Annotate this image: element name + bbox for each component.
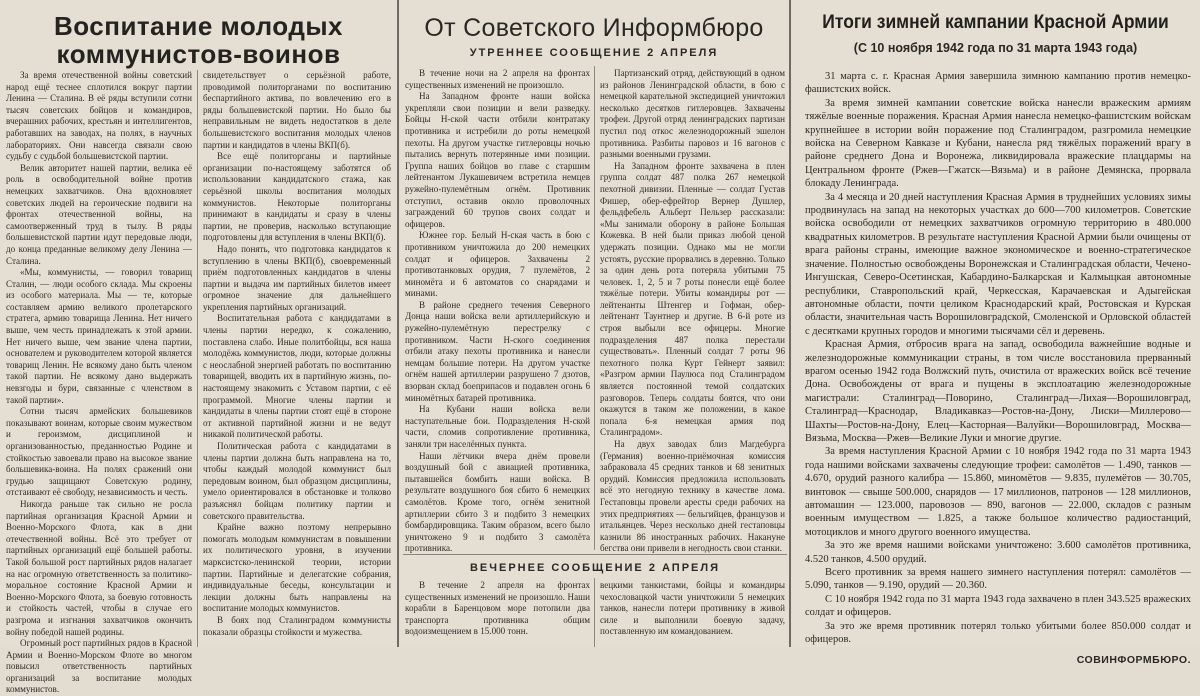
- report-paragraph: На двух заводах близ Магдебурга (Германия) военно-приёмочная комиссия забраковала 45 средних танков и 68 зенитных орудий. Комиссия предложила использовать всё это негодную технику в качестве лома. Гестаповцы провели аресты среди рабочих на этих предприятиях — бельгийцев, французов и итальянцев. Через несколько дней гестаповцы казнили 86 иностранных рабочих. Накануне бегства они привели в негодность свои станки.: [600, 439, 785, 554]
- report-paragraph: На Западном фронте захвачена в плен группа солдат 487 полка 267 немецкой пехотной дивизии. Пленные — солдат Густав Фишер, обер-ефрейтор Вернер Душлер, фельдфебель Альберт Пельзер рассказали: «Мы занимали оборону в районе Большая Кожевка. В ней были приказ любой ценой удержать позиции. Однако мы не могли устоять, русские прорвались в деревню. Только за один день рота потеряла убитыми 75 человек. 1, 2, 5 и 7 роты понесли ещё более тяжёлые потери. Убиты командиры рот — лейтенанты Штенгер и Гофман, обер-лейтенант Таунтнер и другие. В 6-й роте из строя выбыли все офицеры. Многие подразделения 487 полка перестали существовать». Пленный солдат 7 роты 96 пехотного полка Курт Гейнерт заявил: «Разгром армии Паулюса под Сталинградом является постоянной темой солдатских разговоров. Теперь солдаты боятся, что они окажутся в таком же положении, в какое попала 6-я немецкая армия под Сталинградом».: [600, 160, 785, 438]
- editorial-paragraph: Велик авторитет нашей партии, велика её роль в освободительной войне против немецких захватчиков. Она вдохновляет советских людей на героические подвиги на фронтах отечественной войны, на самоотверженный труд в тылу. В ряды большевистской партии идут передовые люди, до конца преданные великому делу Ленина — Сталина.: [6, 162, 192, 266]
- report-paragraph: Южнее гор. Белый Н-ская часть в бою с противником уничтожила до 200 немецких солдат и офицеров. Захвачены 2 противотанковых орудия, 7 пулемётов, 2 миномёта и 6 автоматов со снарядами и минами.: [405, 230, 590, 299]
- section-divider: [403, 554, 787, 555]
- report-paragraph: Партизанский отряд, действующий в одном из районов Ленинградской области, в бою с немецкой карательной экспедицией уничтожил несколько десятков гитлеровцев. Захвачены трофеи. Другой отряд ленинградских партизан пустил под откос железнодорожный эшелон противника. Разбиты паровоз и 16 вагонов с разными военными грузами.: [600, 68, 785, 160]
- column-divider: [594, 66, 595, 550]
- editorial-title-line1: Воспитание молодых: [53, 11, 344, 41]
- campaign-paragraph: За 4 месяца и 20 дней наступления Красная Армия в труднейших условиях зимы продвинулась на запад на некоторых участках до 600—700 километров. Советские войска освободили от немецких захватчиков огромную территорию в 480.000 квадратных километров. В результате наступления Красной Армии были очищены от врага районы страны, имеющие важное экономическое и военно-стратегическое значение. Полностью освобождены Воронежская и Сталинградская области, Чечено-Ингушская, Северо-Осетинская, Кабардино-Балкарская и Калмыцкая автономные республики, Ставропольский край, Черкесская, Карачаевская и Адыгейская автономные области, почти целиком Краснодарский край, Ростовская и Курская области, значительная часть Ворошиловградской, Смоленской и Орловской областей с десятками крупных городов и многими тысячами сёл и деревень.: [805, 191, 1191, 337]
- editorial-paragraph: Огромный рост партийных рядов в Красной Армии и Военно-Морском Флоте во многом повысил ответственность партийных организаций за воспитание молодых коммунистов.: [6, 638, 192, 695]
- campaign-paragraph: Всего противник за время нашего зимнего наступления потерял: самолётов — 5.090, танков — 9.190, орудий — 20.360.: [805, 567, 1191, 592]
- winter-campaign-title: Итоги зимней кампании Красной Армии: [822, 12, 1169, 33]
- column-divider: [197, 70, 198, 647]
- winter-campaign-section: [789, 0, 1200, 667]
- editorial-paragraph: Надо понять, что подготовка кандидатов к вступлению в члены ВКП(б), своевременный приём подготовленных кандидатов в члены партии и выдача им партийных билетов имеет огромное значение для дальнейшего укрепления партийных организаций.: [203, 243, 391, 312]
- campaign-paragraph: За это же время нашими войсками уничтожено: 3.600 самолётов противника, 4.520 танков, 4.500 орудий.: [805, 540, 1191, 565]
- morning-column-b: [600, 68, 785, 554]
- editorial-paragraph: Политическая работа с кандидатами в члены партии должна быть направлена на то, чтобы каждый молодой коммунист был передовым воином, был образцом дисциплины, умело ориентировался в обстановке и толково разъяснял бойцам политику партии и советского правительства.: [203, 441, 391, 521]
- editorial-paragraph: За время отечественной войны советский народ ещё теснее сплотился вокруг партии Ленина — Сталина. В её ряды вступили сотни тысяч советских бойцов и командиров, вчерашних рабочих, крестьян и интеллигентов, работавших на заводах, на полях, в научных лабораториях. Они навсегда связали свою судьбу с судьбой большевистской партии.: [6, 70, 192, 162]
- editorial-paragraph: Никогда раньше так сильно не росла партийная организация Красной Армии и Военно-Морского Флота, как в дни отечественной войны. Всё это требует от партийных организаций ещё большей работы. Такой большой рост партийных рядов налагает на нас огромную ответственность за политико-моральное состояние Красной Армии и Военно-Морского Флота, за боевую готовность и стойкость частей, чтобы в случае его разгрома и изгнания захватчиков окончить войну победой нашей родины.: [6, 498, 192, 637]
- evening-column-a: [405, 580, 590, 647]
- campaign-paragraph: За время наступления Красной Армии с 10 ноября 1942 года по 31 марта 1943 года нашими войсками захвачены следующие трофеи: самолётов — 1.490, танков — 4.670, орудий разного калибра — 15.860, миномётов — 9.835, пулемётов — 30.705, винтовок — свыше 500.000, снарядов — 17 миллионов, патронов — 128 миллионов, автомашин — 123.000, паровозов — 890, вагонов — 22.000, складов с разным военным имуществом — 1.825, а также большое количество радиостанций, мотоциклов и много другого военного имущества.: [805, 446, 1191, 538]
- morning-column-a: [405, 68, 590, 554]
- signature: СОВИНФОРМБЮРО.: [1076, 654, 1191, 667]
- editorial-paragraph: Крайне важно поэтому непрерывно помогать молодым коммунистам в повышении их политического уровня, в изучении марксистско-ленинской теории, истории партии. Партийные и делегатские собрания, индивидуальные беседы, консультации и лекции должны быть направлены на воспитание молодых коммунистов.: [203, 522, 391, 614]
- campaign-paragraph: За это же время противник потерял только убитыми более 850.000 солдат и офицеров.: [805, 620, 1191, 646]
- editorial-paragraph: Все ещё политорганы и партийные организации по-настоящему заботятся об использовании кандидатского стажа, как серьёзной школы воспитания молодых коммунистов. Некоторые политорганы принимают в кандидаты и сразу в члены партии, не проверив, насколько вступающие подготовлены для вступления в члены ВКП(б).: [203, 151, 391, 243]
- report-paragraph: вецкими танкистами, бойцы и командиры чехословацкой части уничтожили 5 немецких танков, нанесли потери противнику в живой силе и выполнили боевую задачу, поставленную им командованием.: [600, 580, 785, 637]
- editorial-section: [0, 0, 397, 695]
- report-paragraph: На Кубани наши войска вели наступательные бои. Подразделения Н-ской части, сломив сопротивление противника, заняли три населённых пункта.: [405, 404, 590, 449]
- editorial-paragraph: Воспитательная работа с кандидатами в члены партии нередко, к сожалению, поставлена слабо. Иные политбойцы, вся наша молодёжь коммунистов, люди, которые должны с неослабной энергией работать по воспитанию товарищей, вводить их в партийную жизнь, по-настоящему знакомить с Уставом партии, с её программой. Многие члены партии и кандидаты в члены партии стоят ещё в стороне от активной партийной жизни и не ведут никакой политической работы.: [203, 313, 391, 440]
- campaign-paragraph: С 10 ноября 1942 года по 31 марта 1943 года захвачено в плен 343.525 вражеских солдат и офицеров.: [805, 593, 1191, 619]
- editorial-column-a: [6, 70, 192, 695]
- editorial-paragraph: «Мы, коммунисты, — говорил товарищ Сталин, — люди особого склада. Мы скроены из особого материала. Мы — те, которые составляем армию великого пролетарского стратега, армию товарища Ленина. Нет ничего выше, чем честь принадлежать к этой армии. Нет ничего выше, чем звание члена партии, основателем и руководителем которой является товарищ Ленин. Не всякому дано быть членом такой партии. Не всякому дано выдержать невзгоды и бури, связанные с членством в такой партии».: [6, 267, 192, 405]
- campaign-paragraph: Красная Армия, отбросив врага на запад, освободила важнейшие водные и железнодорожные коммуникации страны, в том числе восстановила прерванный врагом осенью 1942 года Волжский путь, очистила от вражеских войск всё течение Дона. Освобождены от врага и пущены в эксплоатацию железнодорожные магистрали: Сталинград—Поворино, Сталинград—Лихая—Ворошиловград, Сталинград—Краснодар, Владикавказ—Ростов-на-Дону, Лиски—Миллерово—Шахты—Ростов-на-Дону, Елец—Касторная—Валуйки—Ворошиловград, Москва—Вязьма, Москва—Ржев—Великие Луки и многие другие.: [805, 339, 1191, 444]
- editorial-paragraph: В боях под Сталинградом коммунисты показали образцы стойкости и мужества.: [203, 614, 391, 637]
- informburo-section: [397, 0, 789, 647]
- editorial-column-b: [203, 70, 391, 647]
- report-paragraph: На Западном фронте наши войска укрепляли свои позиции и вели разведку. Бойцы Н-ской части отбили контратаку противника и истребили до роты немецкой пехоты. На другом участке гитлеровцы ночью пытались вернуть потерянные ими позиции. Группа наших бойцов во главе с старшим лейтенантом Лукашевичем встретила немцев ружейно-пулемётным огнём. Противник отступил, оставив около проволочных заграждений 60 трупов своих солдат и офицеров.: [405, 91, 590, 229]
- morning-report-title: УТРЕННЕЕ СООБЩЕНИЕ 2 АПРЕЛЯ: [469, 47, 719, 59]
- report-paragraph: Наши лётчики вчера днём провели воздушный бой с авиацией противника, пытавшейся бомбить наши войска. В результате воздушного боя сбито 6 немецких самолётов. Кроме того, огнём зенитной артиллерии сбито 3 и подбито 3 немецких бомбардировщика. Таким образом, всего было уничтожено 9 и подбито 3 самолёта противника.: [405, 450, 590, 554]
- evening-report-title: ВЕЧЕРНЕЕ СООБЩЕНИЕ 2 АПРЕЛЯ: [469, 562, 720, 574]
- winter-campaign-subtitle: (С 10 ноября 1942 года по 31 марта 1943 года): [853, 41, 1138, 55]
- editorial-paragraph: свидетельствует о серьёзной работе, проводимой политорганами по воспитанию беспартийного актива, по вовлечению его в ряды большевистской партии. Но было бы неправильным не видеть недостатков в деле большевистского воспитания молодых членов партии и кандидатов в члены ВКП(б).: [203, 70, 391, 150]
- campaign-paragraph: За время зимней кампании советские войска нанесли вражеским армиям тяжёлые военные поражения. Красная Армия нанесла немецко-фашистским войскам крупнейшее в истории войн поражение под Сталинградом, разгромила немецкие войска на Северном Кавказе и Кубани, нанесла ряд тяжёлых поражений врагу в районе среднего Дона и Воронежа, ликвидировала вражеские плацдармы на Центральном фронте (Ржев—Гжатск—Вязьма) и в районе Демянска, прорвала блокаду Ленинграда.: [805, 97, 1191, 190]
- evening-column-b: [600, 580, 785, 647]
- editorial-paragraph: Сотни тысяч армейских большевиков показывают воинам, которые своим мужеством и героизмом, дисциплиной и организованностью, преданностью Родине и стойкостью завоевали право на высокое звание большевика-воина. На полях сражений они грудью защищают Советскую родину, отстаивают её свободу, независимость и честь.: [6, 406, 192, 498]
- winter-campaign-body: [805, 70, 1191, 667]
- report-paragraph: В течение ночи на 2 апреля на фронтах существенных изменений не произошло.: [405, 68, 590, 90]
- campaign-paragraph: 31 марта с. г. Красная Армия завершила зимнюю кампанию против немецко-фашистских войск.: [805, 71, 1191, 96]
- editorial-title-line2: коммунистов-воинов: [56, 39, 341, 69]
- column-divider: [594, 578, 595, 647]
- report-paragraph: В течение 2 апреля на фронтах существенных изменений не произошло. Наши корабли в Баренцовом море потопили два транспорта противника общим водоизмещением в 15.000 тонн.: [405, 580, 590, 637]
- report-paragraph: В районе среднего течения Северного Донца наши войска вели артиллерийскую и ружейно-пулемётную перестрелку с противником. Части Н-ского соединения отбили атаку пехоты противника и нанесли немцам большие потери. На другом участке огнём нашей артиллерии разрушено 7 дзотов, взорван склад боеприпасов и подавлен огонь 6 миномётных батарей противника.: [405, 299, 590, 403]
- informburo-title: От Советского Информбюро: [424, 14, 764, 42]
- editorial-title: [0, 0, 397, 68]
